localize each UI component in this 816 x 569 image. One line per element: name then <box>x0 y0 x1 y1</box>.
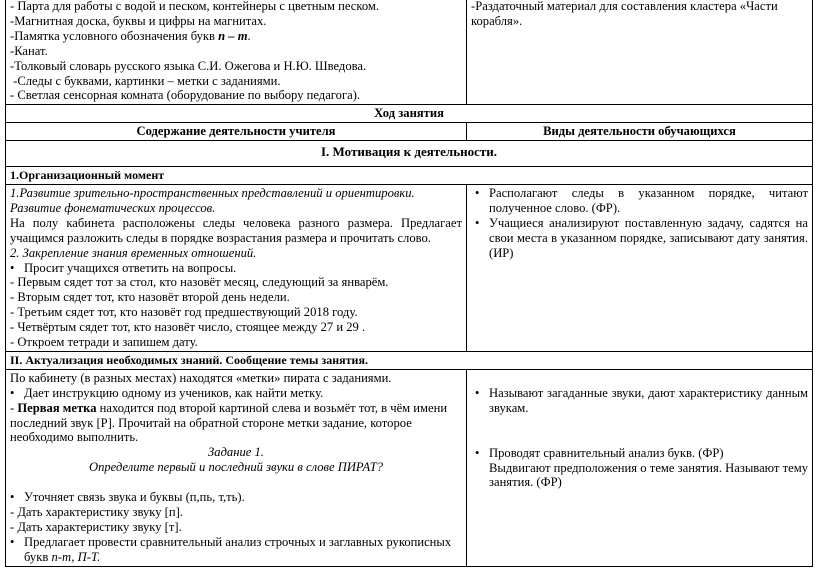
question-line: - Откроем тетради и запишем дату. <box>10 335 198 350</box>
point1-text: На полу кабинета расположены следы человека разного размера. Предлагает учащимся разложить следы в порядке возрастания размера и прочитать слово. <box>10 215 462 245</box>
column-header-row <box>6 123 813 141</box>
bullet-icon: • <box>475 185 480 200</box>
bullet-icon: • <box>475 445 480 460</box>
org-moment-teacher <box>6 184 467 351</box>
org-moment-title: 1.Организационный момент <box>6 167 813 185</box>
bullet-icon: • <box>10 534 15 549</box>
section2-intro: По кабинету (в разных местах) находятся «метки» пирата с заданиями. <box>10 370 392 385</box>
instruction-bullet: • Дает инструкцию одному из учеников, как найти метку. <box>10 385 324 400</box>
org-moment-title-row <box>6 167 813 185</box>
point1-heading: 1.Развитие зрительно-пространственных представлений и ориентировки. Развитие фонематических процессов. <box>10 185 415 215</box>
first-mark-text: - Первая метка находится под второй картиной слева и возьмёт тот, в чём имени последний звук [Р]. Прочитай на обратной стороне метки задание, которое необходимо выполнить. <box>10 400 448 445</box>
section2-students <box>467 369 813 566</box>
section2-teacher <box>6 369 467 566</box>
section1-title: I. Мотивация к деятельности. <box>6 141 813 167</box>
question-line: - Вторым сядет тот, кто назовёт второй день недели. <box>10 290 290 305</box>
bullet-icon: • <box>10 260 15 275</box>
lesson-plan-table <box>5 0 813 567</box>
teacher-column-header: Содержание деятельности учителя <box>6 123 467 141</box>
section2-title-row <box>6 351 813 369</box>
equipment-line: - Парта для работы с водой и песком, контейнеры с цветным песком. <box>10 0 380 13</box>
student-activity: • Учащиеся анализируют поставленную задачу, садятся на свои места в указанном порядке, записывают дату занятия. (ИР) <box>475 215 808 260</box>
section2-title: II. Актуализация необходимых знаний. Сообщение темы занятия. <box>6 351 813 369</box>
ask-bullet: • Просит учащихся ответить на вопросы. <box>10 260 237 275</box>
char-p-line: - Дать характеристику звуку [п]. <box>10 505 183 520</box>
bullet-icon: • <box>10 490 15 505</box>
section1-row <box>6 141 813 167</box>
bullet-icon: • <box>475 385 480 400</box>
compare-bullet: • Предлагает провести сравнительный анализ строчных и заглавных рукописных букв п-т, П-Т. <box>10 534 452 564</box>
first-mark-label: Первая метка <box>17 400 97 415</box>
memo-text: -Памятка условного обозначения букв <box>10 28 219 43</box>
lesson-course-title: Ход занятия <box>6 105 813 123</box>
equipment-row <box>6 0 813 105</box>
equipment-line: -Следы с буквами, картинки – метки с заданиями. <box>10 73 281 88</box>
equipment-line: -Памятка условного обозначения букв п – т. <box>10 28 251 43</box>
clarify-bullet: • Уточняет связь звука и буквы (п,пь, т,ть). <box>10 490 245 505</box>
org-moment-students <box>467 184 813 351</box>
question-line: - Третьим сядет тот, кто назовёт год предшествующий 2018 году. <box>10 305 358 320</box>
char-t-line: - Дать характеристику звуку [т]. <box>10 520 182 534</box>
lesson-course-row <box>6 105 813 123</box>
memo-letters: п – т <box>218 28 248 43</box>
equipment-line: - Светлая сенсорная комната (оборудование по выбору педагога). <box>10 88 361 103</box>
point2-heading: 2. Закрепление знания временных отношений. <box>10 245 257 260</box>
student-activity: • Называют загаданные звуки, дают характеристику данным звукам. <box>475 385 808 415</box>
equipment-line: -Толковый словарь русского языка С.И. Ожегова и Н.Ю. Шведова. <box>10 58 367 73</box>
compare-letters: п-т, П-Т. <box>51 549 101 564</box>
student-activity: • Проводят сравнительный анализ букв. (ФР) <box>475 445 724 460</box>
equipment-list <box>6 0 467 105</box>
task-text: Определите первый и последний звуки в слове ПИРАТ? <box>88 460 384 475</box>
student-activity-extra: Выдвигают предположения о теме занятия. Называют тему занятия. (ФР) <box>489 460 808 490</box>
section2-row <box>6 369 813 566</box>
bullet-icon: • <box>475 215 480 230</box>
students-column-header: Виды деятельности обучающихся <box>467 123 813 141</box>
org-moment-row <box>6 184 813 351</box>
handout-material: -Раздаточный материал для составления кластера «Части корабля». <box>467 0 813 105</box>
bullet-icon: • <box>10 385 15 400</box>
task-title: Задание 1. <box>208 445 264 460</box>
question-line: - Четвёртым сядет тот, кто назовёт число, стоящее между 27 и 29 . <box>10 320 366 335</box>
equipment-line: -Магнитная доска, буквы и цифры на магнитах. <box>10 13 267 28</box>
question-line: - Первым сядет тот за стол, кто назовёт месяц, следующий за январём. <box>10 275 389 290</box>
equipment-line: -Канат. <box>10 43 48 58</box>
student-activity: • Располагают следы в указанном порядке, читают полученное слово. (ФР). <box>475 185 808 215</box>
